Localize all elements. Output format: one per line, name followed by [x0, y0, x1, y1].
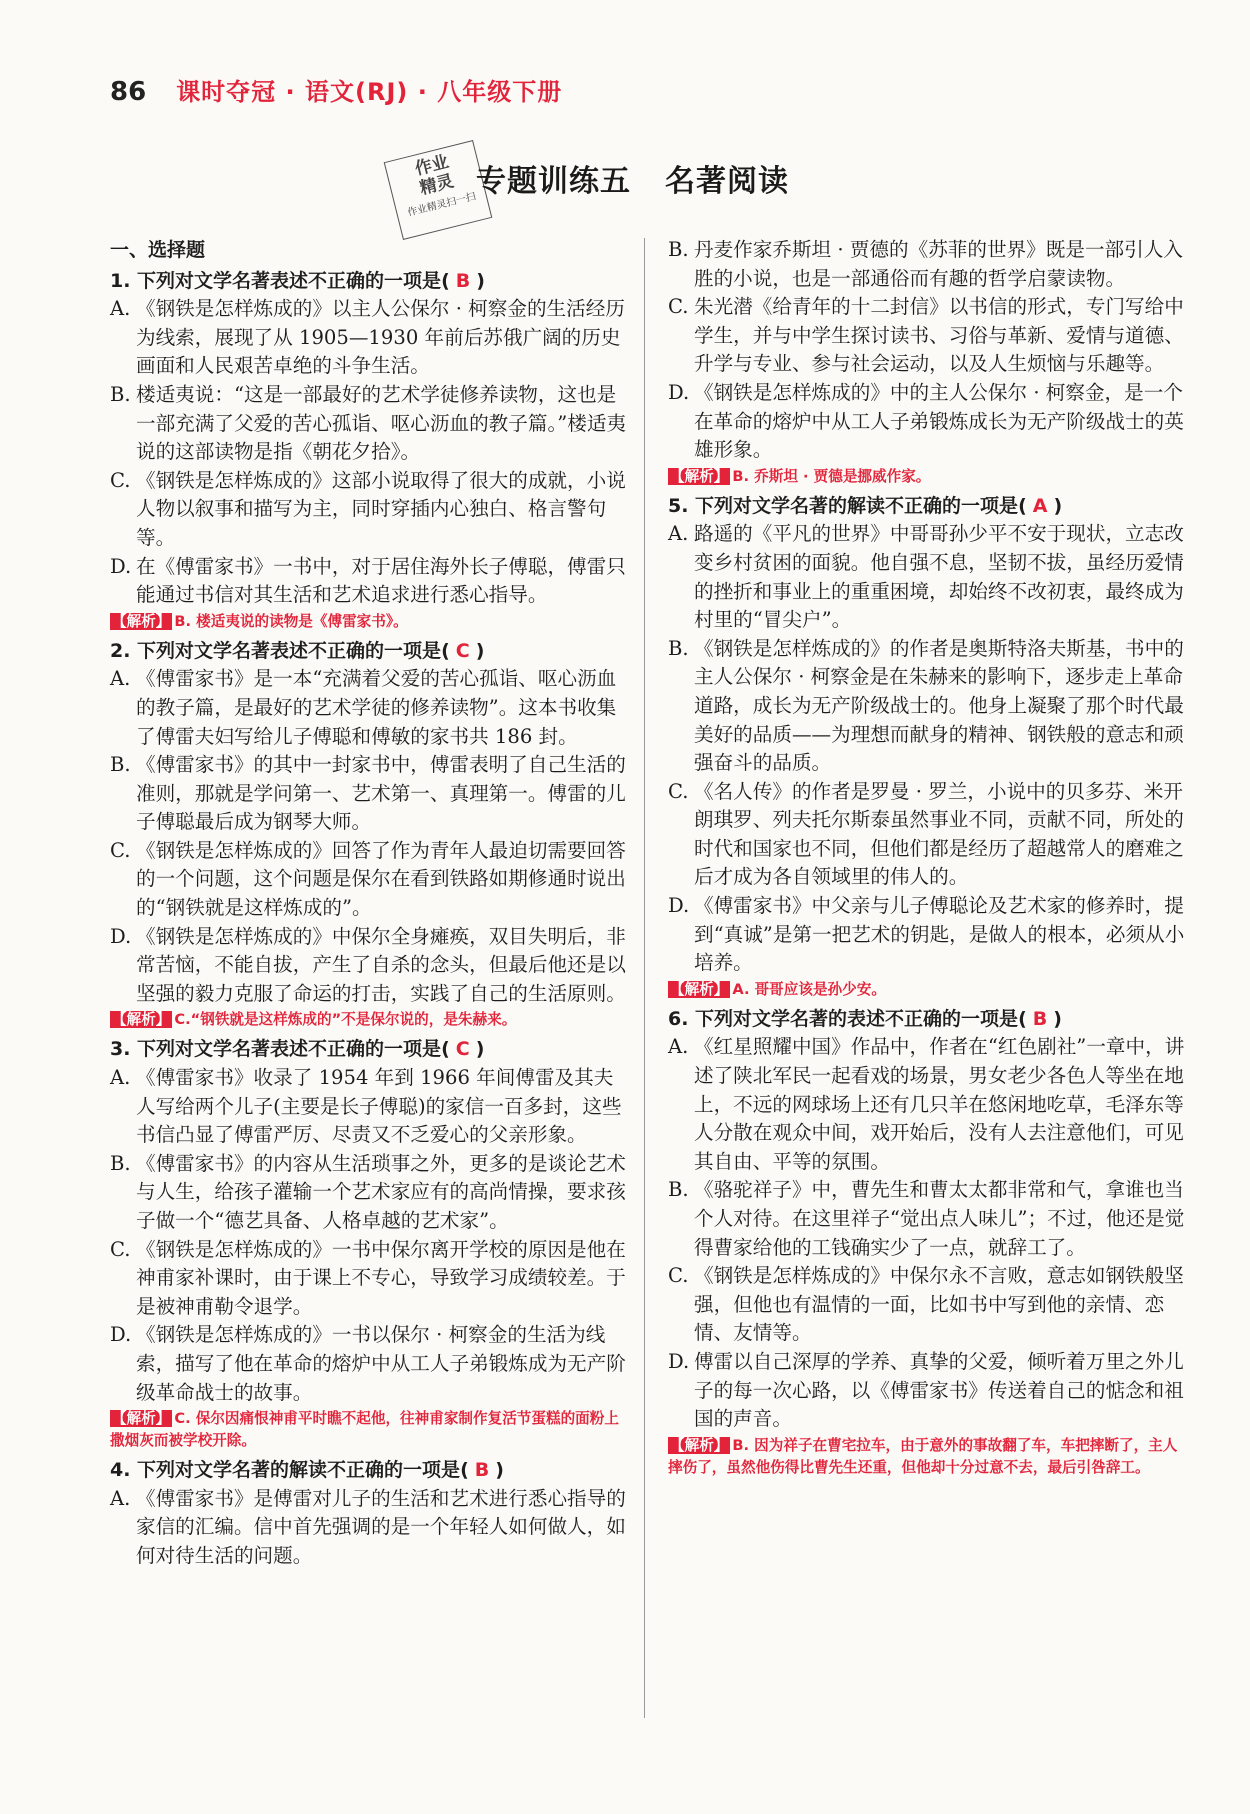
answer-bracket-close: ) — [1053, 1007, 1062, 1030]
option-label: D. — [668, 380, 690, 404]
answer-bracket-close: ) — [475, 639, 485, 662]
answer-bracket-close: ) — [495, 1459, 504, 1482]
answer-key: B — [455, 269, 471, 292]
option-text: 《钢铁是怎样炼成的》回答了作为青年人最迫切需要回答的一个问题，这个问题是保尔在看到铁路如期修通时说出的“钢铁就是这样炼成的”。 — [136, 838, 626, 920]
answer-bracket-close: ) — [475, 1038, 485, 1061]
answer-key: B — [1032, 1007, 1048, 1030]
question-text: 5. 下列对文学名著的解读不正确的一项是 — [668, 494, 1019, 517]
option-text: 《傅雷家书》收录了 1954 年到 1966 年间傅雷及其夫人写给两个儿子(主要是长子傅聪)的家信一百多封，这些书信凸显了傅雷严厉、尽责又不乏爱心的父亲形象。 — [136, 1066, 622, 1147]
question-stem — [110, 267, 628, 296]
option-label: C. — [668, 295, 689, 319]
option-text: 《傅雷家书》中父亲与儿子傅聪论及艺术家的修养时，提到“真诚”是第一把艺术的钥匙，是做人的根本，必须从小培养。 — [694, 894, 1185, 975]
option-label: A. — [110, 667, 131, 691]
option-text: 《钢铁是怎样炼成的》一书以保尔 · 柯察金的生活为线索，描写了他在革命的熔炉中从工人子弟锻炼成为无产阶级革命战士的故事。 — [136, 1323, 626, 1404]
option-label: D. — [110, 1323, 132, 1347]
answer-bracket-open: ( — [441, 639, 450, 662]
page-header — [110, 72, 562, 112]
answer-option — [110, 1150, 628, 1236]
answer-bracket-open: ( — [1018, 494, 1027, 517]
explanation-text: C.“钢铁就是这样炼成的”不是保尔说的，是朱赫来。 — [174, 1011, 517, 1029]
option-label: C. — [668, 1264, 689, 1288]
option-label: A. — [110, 297, 131, 321]
explanation — [110, 611, 628, 633]
option-text: 《钢铁是怎样炼成的》一书中保尔离开学校的原因是他在神甫家补课时，由于课上不专心，导致学习成绩较差。于是被神甫勒令退学。 — [136, 1237, 626, 1318]
answer-key: B — [474, 1459, 490, 1482]
explanation-text: A. 哥哥应该是孙少安。 — [732, 980, 886, 998]
answer-bracket-open: ( — [441, 269, 450, 292]
option-text: 路遥的《平凡的世界》中哥哥孙少平不安于现状，立志改变乡村贫困的面貌。他自强不息，坚韧不拔，虽经历爱情的挫折和事业上的重重困境，却始终不改初衷，最终成为村里的“冒尖户”。 — [694, 522, 1184, 632]
section-heading: 一、选择题 — [110, 239, 206, 261]
question-block — [110, 637, 628, 1032]
question-stem — [668, 492, 1186, 521]
answer-option — [110, 1064, 628, 1150]
explanation-tag: 【解析】 — [670, 1436, 729, 1454]
answer-option — [668, 892, 1186, 978]
question-block — [668, 492, 1186, 1001]
explanation-text: C. 保尔因痛恨神甫平时瞧不起他，往神甫家制作复活节蛋糕的面粉上撒烟灰而被学校开除。 — [110, 1410, 619, 1450]
option-text: 《傅雷家书》的其中一封家书中，傅雷表明了自己生活的准则，那就是学问第一、艺术第一、真理第一。傅雷的儿子傅聪最后成为钢琴大师。 — [136, 753, 626, 834]
answer-bracket-open: ( — [441, 1038, 450, 1061]
question-block — [110, 267, 628, 633]
explanation-tag: 【解析】 — [670, 980, 729, 998]
option-label: A. — [110, 1066, 131, 1090]
explanation — [110, 1408, 628, 1452]
question-text: 1. 下列对文学名著表述不正确的一项是 — [110, 269, 442, 292]
left-column — [110, 236, 628, 1571]
option-label: B. — [110, 1151, 131, 1175]
stamp-line2: 精灵 — [417, 171, 456, 199]
answer-option — [668, 1348, 1186, 1434]
option-label: A. — [110, 1486, 131, 1510]
explanation-tag: 【解析】 — [112, 1410, 171, 1428]
title-part1: 专题训练五 — [476, 164, 631, 199]
option-text: 《钢铁是怎样炼成的》以主人公保尔 · 柯察金的生活经历为线索，展现了从 1905—1930 年前后苏俄广阔的历史画面和人民艰苦卓绝的斗争生活。 — [136, 297, 625, 378]
option-label: B. — [668, 636, 689, 660]
page-number: 86 — [110, 77, 147, 107]
answer-option — [110, 837, 628, 923]
answer-option — [110, 923, 628, 1009]
question-stem — [110, 1035, 628, 1064]
answer-option — [668, 520, 1186, 634]
question-stem — [668, 1005, 1186, 1034]
option-label: D. — [110, 554, 132, 578]
option-label: C. — [110, 838, 131, 862]
answer-bracket-open: ( — [1018, 1007, 1027, 1030]
right-column — [668, 236, 1186, 1483]
answer-option — [110, 467, 628, 553]
question-text: 6. 下列对文学名著的表述不正确的一项是 — [668, 1007, 1019, 1030]
question-block — [110, 1456, 628, 1570]
answer-key: C — [455, 639, 470, 662]
option-label: D. — [110, 924, 132, 948]
answer-option — [668, 778, 1186, 892]
option-label: D. — [668, 894, 690, 918]
answer-bracket-close: ) — [476, 269, 485, 292]
explanation-text: B. 乔斯坦 · 贾德是挪威作家。 — [732, 467, 931, 485]
option-label: A. — [668, 1035, 689, 1059]
page-title — [476, 156, 789, 200]
answer-option — [668, 236, 1186, 293]
answer-option — [668, 1176, 1186, 1262]
explanation-tag: 【解析】 — [670, 467, 729, 485]
answer-key: C — [455, 1038, 470, 1061]
right-questions — [668, 492, 1186, 1479]
answer-option — [110, 1236, 628, 1322]
question-stem — [110, 637, 628, 666]
option-label: B. — [110, 382, 131, 406]
option-text: 《钢铁是怎样炼成的》的作者是奥斯特洛夫斯基，书中的主人公保尔 · 柯察金是在朱赫来的影响下，逐步走上革命道路，成长为无产阶级战士的。他身上凝聚了那个时代最美好的品质——为理想而献身的精神、钢铁般的意志和顽强奋斗的品质。 — [694, 636, 1184, 775]
option-text: 《名人传》的作者是罗曼 · 罗兰，小说中的贝多芬、米开朗琪罗、列夫托尔斯泰虽然事业不同，贡献不同，所处的时代和国家也不同，但他们都是经历了超越常人的磨难之后才成为各自领域里的伟人的。 — [694, 779, 1184, 889]
answer-option — [668, 293, 1186, 379]
option-label: B. — [110, 753, 131, 777]
option-text: 丹麦作家乔斯坦 · 贾德的《苏菲的世界》既是一部引人入胜的小说，也是一部通俗而有趣的哲学启蒙读物。 — [694, 238, 1183, 290]
answer-option — [110, 295, 628, 381]
option-label: B. — [668, 238, 689, 261]
answer-option — [110, 381, 628, 467]
explanation-tag: 【解析】 — [112, 612, 171, 630]
option-label: A. — [668, 522, 689, 546]
answer-option — [668, 1262, 1186, 1348]
question-4-continued — [668, 236, 1186, 488]
question-text: 3. 下列对文学名著表述不正确的一项是 — [110, 1038, 442, 1061]
option-text: 《钢铁是怎样炼成的》这部小说取得了很大的成就，小说人物以叙事和描写为主，同时穿插内心独白、格言警句等。 — [136, 468, 626, 549]
option-text: 《钢铁是怎样炼成的》中保尔全身瘫痪，双目失明后，非常苦恼，不能自拔，产生了自杀的念头，但最后他还是以坚强的毅力克服了命运的打击，实践了自己的生活原则。 — [136, 924, 626, 1005]
answer-option — [110, 553, 628, 610]
column-divider — [644, 238, 645, 1718]
answer-option — [110, 665, 628, 751]
answer-option — [668, 1033, 1186, 1176]
option-text: 朱光潜《给青年的十二封信》以书信的形式，专门写给中学生，并与中学生探讨读书、习俗与革新、爱情与道德、升学与专业、参与社会运动，以及人生烦恼与乐趣等。 — [694, 295, 1184, 376]
question-text: 2. 下列对文学名著表述不正确的一项是 — [110, 639, 442, 662]
question-block — [668, 1005, 1186, 1479]
answer-key: A — [1032, 494, 1048, 517]
option-text: 《傅雷家书》是一本“充满着父爱的苦心孤诣、呕心沥血的教子篇，是最好的艺术学徒的修养读物”。这本书收集了傅雷夫妇写给儿子傅聪和傅敏的家书共 186 封。 — [136, 667, 617, 748]
option-text: 《傅雷家书》是傅雷对儿子的生活和艺术进行悉心指导的家信的汇编。信中首先强调的是一个年轻人如何做人，如何对待生活的问题。 — [136, 1486, 626, 1567]
option-text: 《钢铁是怎样炼成的》中的主人公保尔 · 柯察金，是一个在革命的熔炉中从工人子弟锻炼成长为无产阶级战士的英雄形象。 — [694, 380, 1184, 462]
option-label: C. — [668, 779, 689, 803]
option-text: 《傅雷家书》的内容从生活琐事之外，更多的是谈论艺术与人生，给孩子灌输一个艺术家应有的高尚情操，要求孩子做一个“德艺具备、人格卓越的艺术家”。 — [136, 1151, 626, 1232]
option-label: D. — [668, 1349, 690, 1373]
explanation-text: B. 楼适夷说的读物是《傅雷家书》。 — [174, 612, 408, 630]
question-text: 4. 下列对文学名著的解读不正确的一项是 — [110, 1459, 461, 1482]
title-part2: 名著阅读 — [665, 164, 789, 199]
explanation-tag: 【解析】 — [112, 1011, 171, 1029]
option-label: C. — [110, 1237, 131, 1261]
stamp-line3: 作业精灵扫一扫 — [406, 191, 478, 219]
series-title: 课时夺冠 · 语文(RJ) · 八年级下册 — [176, 78, 563, 106]
option-text: 在《傅雷家书》一书中，对于居住海外长子傅聪，傅雷只能通过书信对其生活和艺术追求进行悉心指导。 — [136, 554, 626, 607]
answer-option — [668, 635, 1186, 778]
option-text: 《骆驼祥子》中，曹先生和曹太太都非常和气，拿谁也当个人对待。在这里祥子“觉出点人味儿”；不过，他还是觉得曹家给他的工钱确实少了一点，就辞工了。 — [694, 1178, 1185, 1259]
answer-option — [668, 379, 1186, 465]
explanation-text: B. 因为祥子在曹宅拉车，由于意外的事故翻了车，车把摔断了，主人摔伤了，虽然他伤得比曹先生还重，但他却十分过意不去，最后引咎辞工。 — [668, 1436, 1178, 1476]
explanation — [668, 1435, 1186, 1479]
answer-bracket-close: ) — [1053, 494, 1063, 517]
answer-option — [110, 1485, 628, 1571]
explanation — [668, 979, 1186, 1001]
explanation — [110, 1009, 628, 1031]
stamp-line1: 作业 — [413, 151, 451, 180]
question-stem — [110, 1456, 628, 1485]
answer-option — [110, 751, 628, 837]
option-label: B. — [668, 1178, 689, 1202]
option-text: 《钢铁是怎样炼成的》中保尔永不言败，意志如钢铁般坚强，但他也有温情的一面，比如书中写到他的亲情、恋情、友情等。 — [694, 1264, 1184, 1345]
option-text: 楼适夷说：“这是一部最好的艺术学徒修养读物，这也是一部充满了父爱的苦心孤诣、呕心沥血的教子篇。”楼适夷说的这部读物是指《朝花夕拾》。 — [136, 382, 627, 464]
option-text: 《红星照耀中国》作品中，作者在“红色剧社”一章中，讲述了陕北军民一起看戏的场景，男女老少各色人等坐在地上，不远的网球场上还有几只羊在悠闲地吃草，毛泽东等人分散在观众中间，戏开始后，没有人去注意他们，可见其自由、平等的氛围。 — [694, 1035, 1185, 1173]
answer-bracket-open: ( — [460, 1459, 469, 1482]
answer-option — [110, 1321, 628, 1407]
option-label: C. — [110, 468, 131, 492]
left-questions — [110, 267, 628, 1571]
question-block — [110, 1035, 628, 1452]
explanation — [668, 466, 1186, 488]
option-text: 傅雷以自己深厚的学养、真挚的父爱，倾听着万里之外儿子的每一次心路，以《傅雷家书》传送着自己的惦念和祖国的声音。 — [694, 1349, 1184, 1431]
